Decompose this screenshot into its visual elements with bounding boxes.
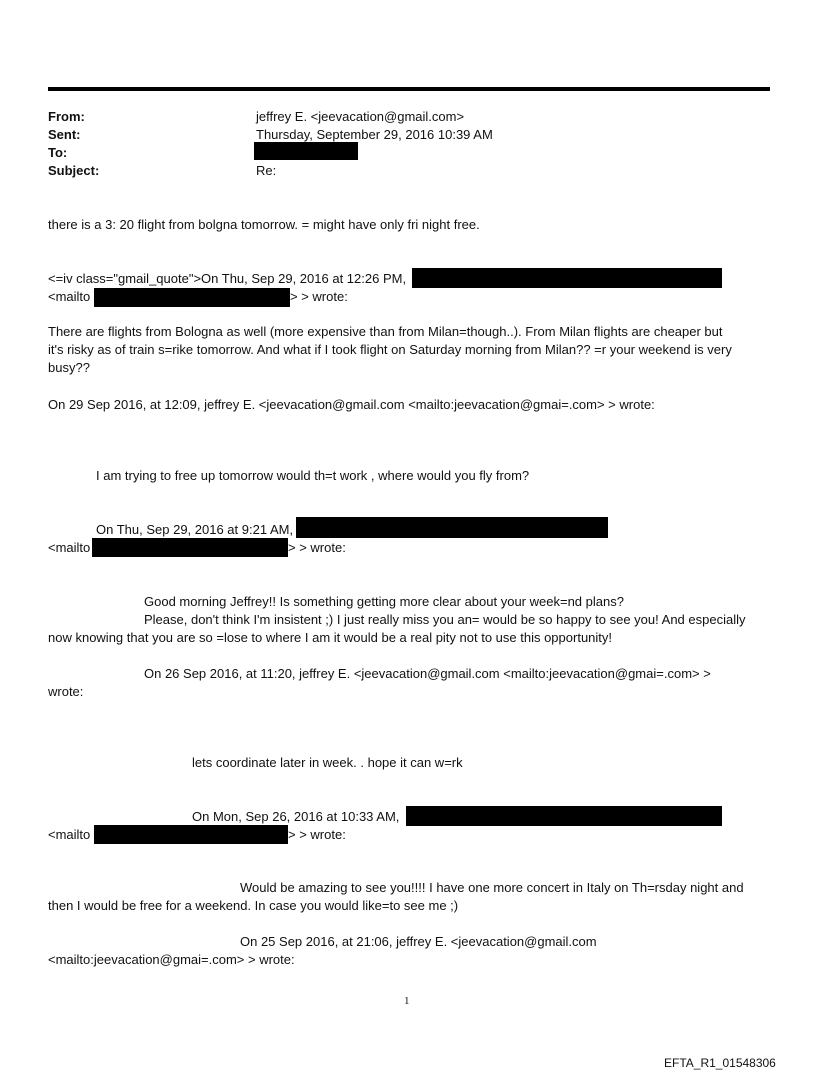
subject-value: Re:: [256, 163, 277, 178]
redaction-email: [94, 288, 290, 307]
body-line: busy??: [48, 360, 90, 375]
sent-label: Sent:: [48, 127, 81, 142]
redaction-name: [406, 806, 722, 826]
body-line: There are flights from Bologna as well (more expensive than from Milan=though..). From Milan flights are cheaper but: [48, 324, 723, 339]
body-line: Would be amazing to see you!!!! I have one more concert in Italy on Th=rsday night and: [240, 880, 744, 895]
page-number: 1: [404, 995, 410, 1007]
quote-header: wrote:: [48, 684, 84, 699]
mailto-suffix: > > wrote:: [290, 289, 348, 304]
redaction-name: [296, 517, 608, 538]
body-line: lets coordinate later in week. . hope it can w=rk: [192, 755, 463, 770]
mailto-suffix: > > wrote:: [288, 827, 346, 842]
mailto-prefix: <mailto: [48, 289, 91, 304]
subject-label: Subject:: [48, 163, 100, 178]
redaction-name: [412, 268, 722, 288]
from-label: From:: [48, 109, 85, 124]
bates-number: EFTA_R1_01548306: [664, 1056, 776, 1070]
quote-header: On 29 Sep 2016, at 12:09, jeffrey E. <jeevacation@gmail.com <mailto:jeevacation@gmai=.com> > wrote:: [48, 397, 655, 412]
body-line: now knowing that you are so =lose to where I am it would be a real pity not to use this opportunity!: [48, 630, 613, 645]
mailto-suffix: > > wrote:: [288, 540, 346, 555]
from-value: jeffrey E. <jeevacation@gmail.com>: [256, 109, 465, 124]
body-line: it's risky as of train s=rike tomorrow. And what if I took flight on Saturday morning from Milan?? =r your weekend is very: [48, 342, 732, 357]
mailto-prefix: <mailto: [48, 540, 91, 555]
mailto-prefix: <mailto: [48, 827, 91, 842]
body-line: there is a 3: 20 flight from bolgna tomorrow. = might have only fri night free.: [48, 217, 480, 232]
redaction-email: [92, 538, 288, 557]
quote-header: On Mon, Sep 26, 2016 at 10:33 AM,: [192, 809, 400, 824]
sent-value: Thursday, September 29, 2016 10:39 AM: [256, 127, 493, 142]
quote-header: <mailto:jeevacation@gmai=.com> > wrote:: [48, 952, 295, 967]
quote-header: On Thu, Sep 29, 2016 at 9:21 AM,: [96, 522, 294, 537]
body-line: then I would be free for a weekend. In case you would like=to see me ;): [48, 898, 459, 913]
body-line: Good morning Jeffrey!! Is something getting more clear about your week=nd plans?: [144, 594, 624, 609]
quote-header: On 25 Sep 2016, at 21:06, jeffrey E. <jeevacation@gmail.com: [240, 934, 597, 949]
quote-header: <=iv class="gmail_quote">On Thu, Sep 29, 2016 at 12:26 PM,: [48, 271, 407, 286]
redaction-email: [94, 825, 288, 844]
body-line: I am trying to free up tomorrow would th=t work , where would you fly from?: [96, 468, 530, 483]
body-line: Please, don't think I'm insistent ;) I just really miss you an= would be so happy to see you! And especially: [144, 612, 746, 627]
redaction-to: [254, 142, 358, 160]
to-label: To:: [48, 145, 68, 160]
quote-header: On 26 Sep 2016, at 11:20, jeffrey E. <jeevacation@gmail.com <mailto:jeevacation@gmai=.com> >: [144, 666, 711, 681]
header-rule: [48, 87, 770, 91]
